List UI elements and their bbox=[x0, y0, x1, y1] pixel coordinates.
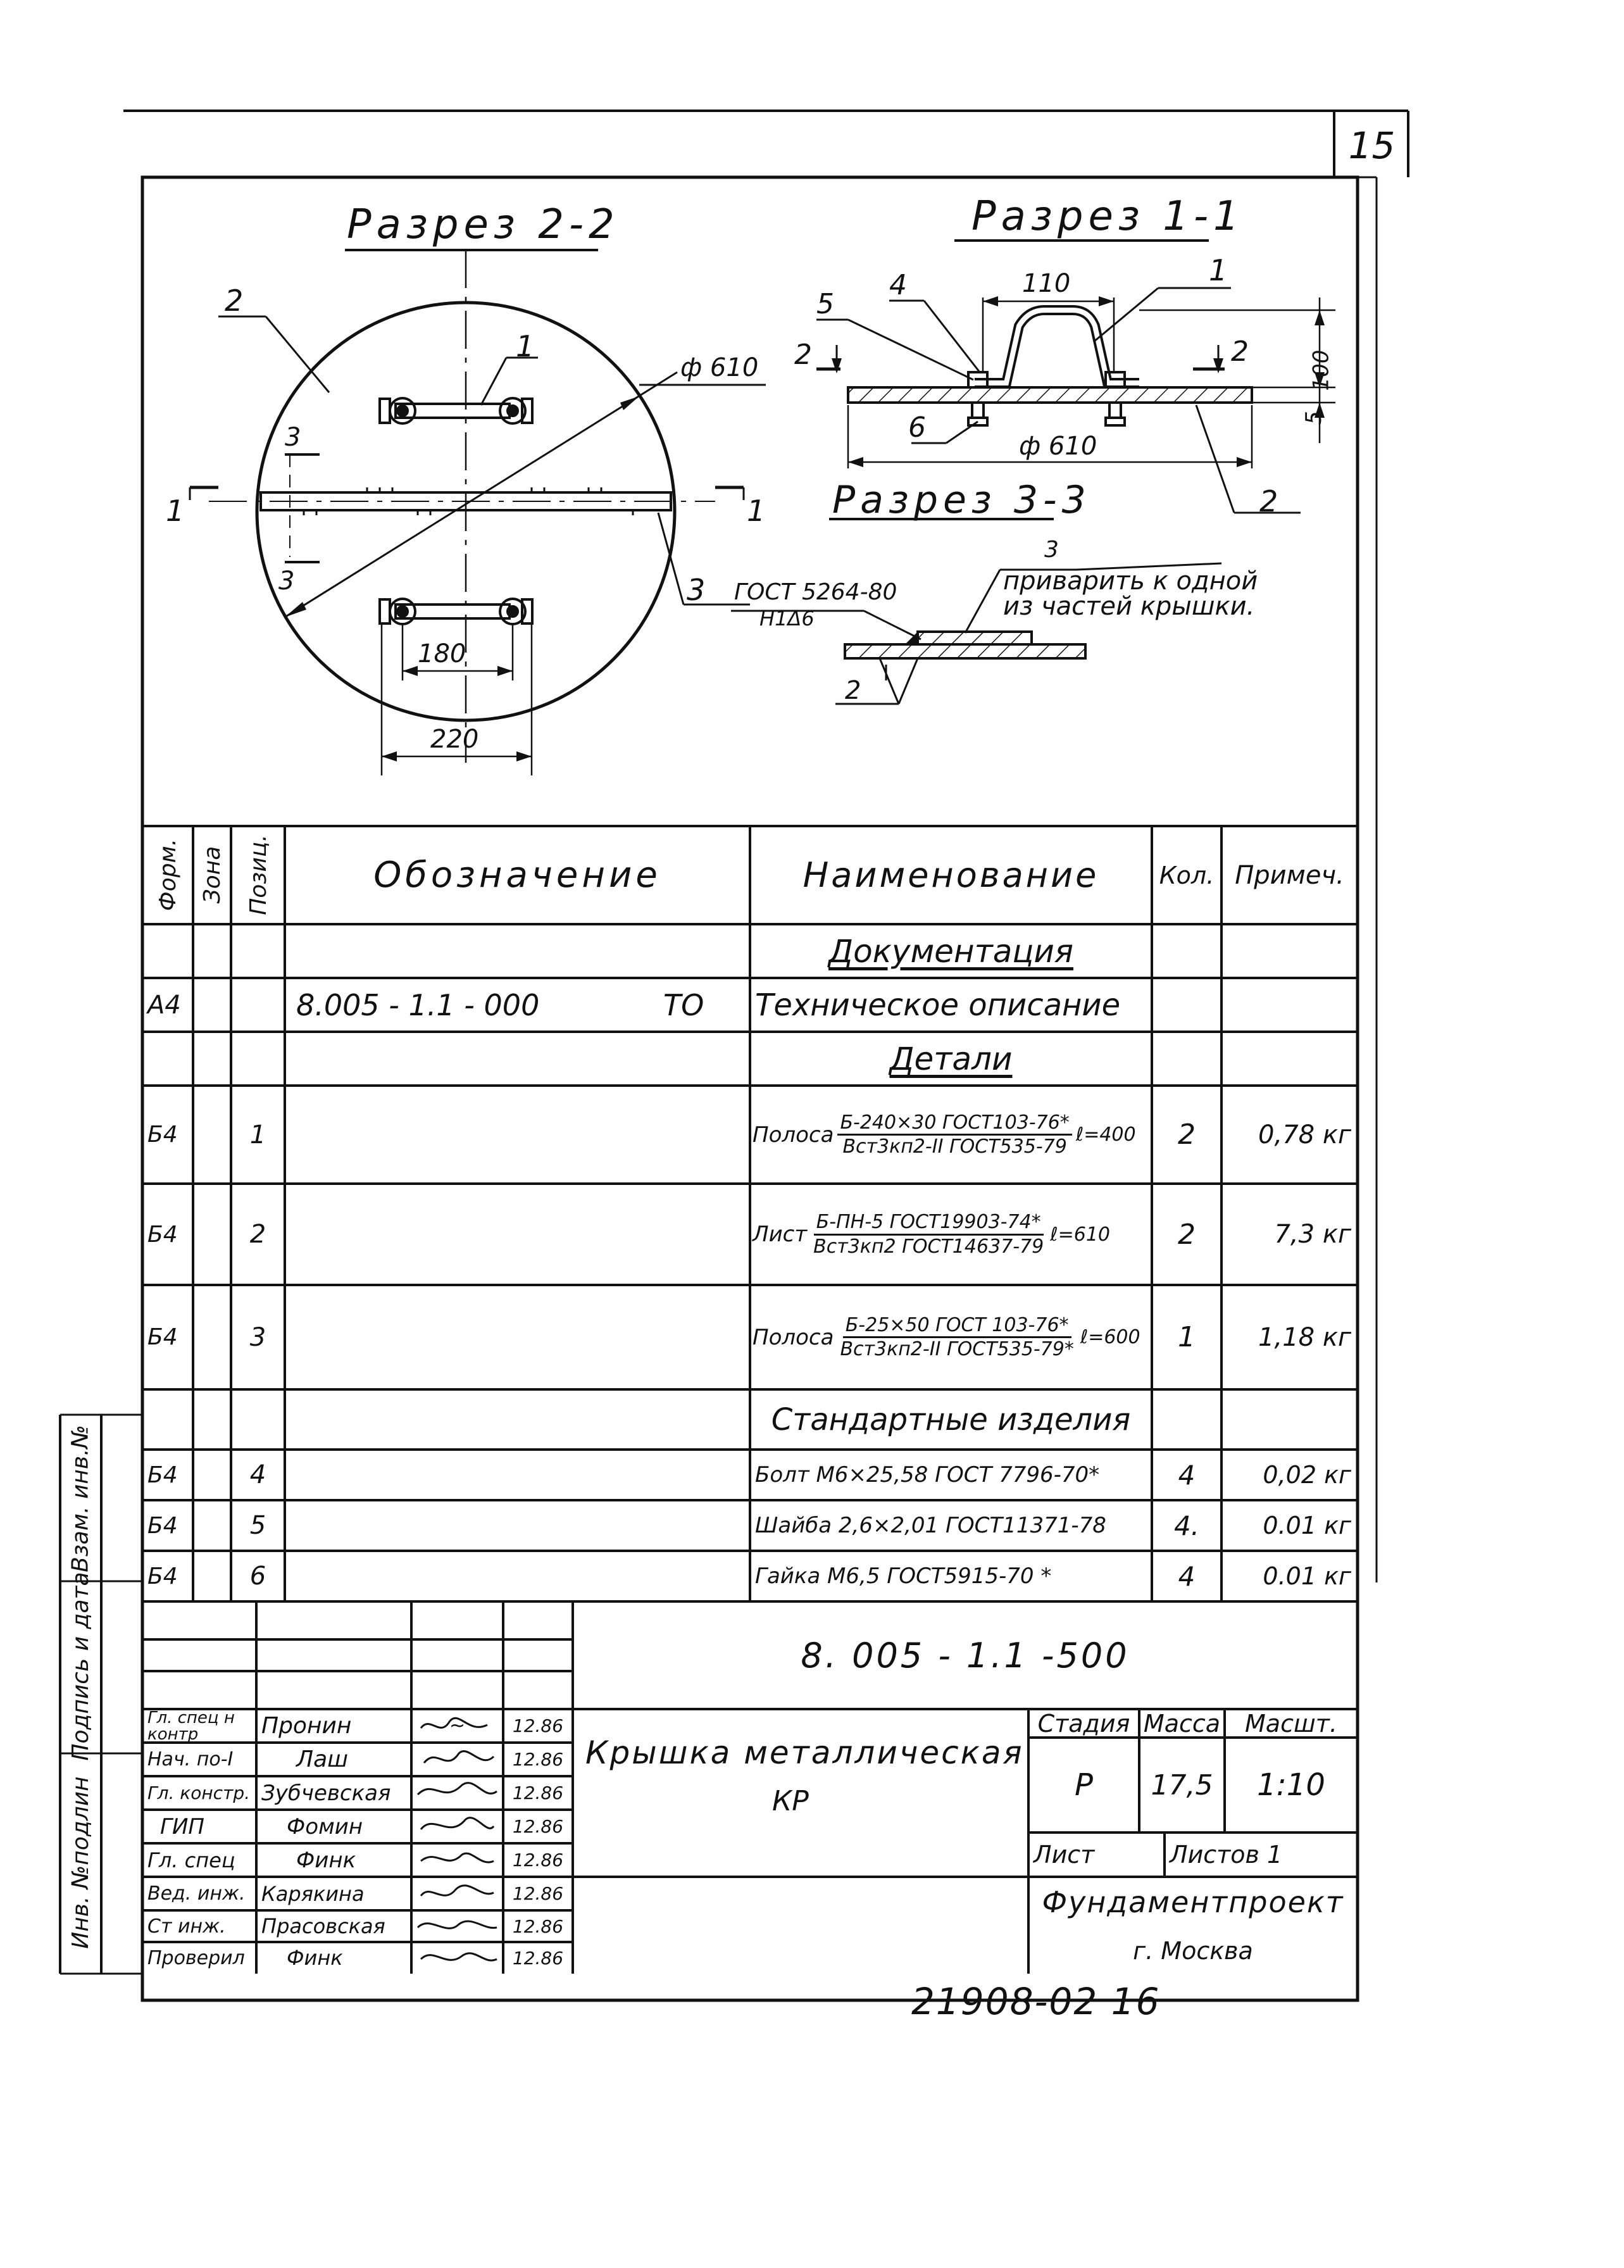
table-row-pos: 4 bbox=[249, 1460, 266, 1489]
signer-date: 12.86 bbox=[512, 1749, 564, 1770]
section-standard-items: Стандартные изделия bbox=[771, 1401, 1131, 1438]
signer-role: Нач. по-I bbox=[147, 1748, 234, 1770]
table-row-name: Техническое описание bbox=[755, 987, 1121, 1023]
doc-title-line1: Крышка металлическая bbox=[585, 1734, 1024, 1771]
name-suffix: ℓ=400 bbox=[1075, 1124, 1136, 1146]
signer-role: Гл. констр. bbox=[147, 1782, 251, 1803]
name-top: Б-25×50 ГОСТ 103-76* bbox=[843, 1315, 1071, 1339]
signature-scribbles bbox=[411, 1709, 503, 1974]
name-suffix: ℓ=600 bbox=[1080, 1326, 1140, 1348]
name-prefix: Лист bbox=[753, 1222, 808, 1247]
table-row-name bbox=[750, 1285, 1154, 1389]
callout-part-3: 3 bbox=[687, 573, 706, 607]
signer-date: 12.86 bbox=[512, 1782, 564, 1803]
label-part-2-detail: 2 bbox=[845, 676, 861, 705]
col-header-zone: Зона bbox=[199, 846, 225, 904]
table-row-name bbox=[750, 1184, 1154, 1285]
table-row-note: 0.01 кг bbox=[1263, 1562, 1351, 1590]
table-row-qty: 2 bbox=[1178, 1218, 1196, 1251]
footer-code: 21908-02 16 bbox=[911, 1980, 1161, 2023]
signer-name: Лаш bbox=[296, 1746, 349, 1772]
table-row-name: Болт М6×25,58 ГОСТ 7796-70* bbox=[755, 1462, 1100, 1488]
table-row-name: Шайба 2,6×2,01 ГОСТ11371-78 bbox=[755, 1513, 1106, 1538]
signer-role: Вед. инж. bbox=[147, 1883, 246, 1905]
signer-role: ГИП bbox=[160, 1814, 204, 1839]
sheets-label: Листов 1 bbox=[1170, 1841, 1283, 1869]
name-prefix: Полоса bbox=[753, 1324, 834, 1350]
table-row-pos: 1 bbox=[249, 1120, 266, 1150]
section-2-2-title: Разрез 2-2 bbox=[347, 201, 620, 248]
signer-name: Финк bbox=[296, 1847, 356, 1873]
table-row-pos: 2 bbox=[249, 1220, 266, 1249]
label-part-4: 4 bbox=[889, 269, 907, 301]
signer-role: Ст инж. bbox=[147, 1915, 226, 1938]
table-row-pos: 6 bbox=[249, 1562, 266, 1591]
name-top: Б-ПН-5 ГОСТ19903-74* bbox=[814, 1212, 1044, 1236]
name-bottom: Вст3кп2-II ГОСТ535-79 bbox=[842, 1136, 1067, 1158]
dim-5: 5 bbox=[1301, 411, 1327, 425]
dim-220: 220 bbox=[430, 725, 479, 754]
col-header-name: Наименование bbox=[803, 855, 1099, 895]
col-header-designation: Обозначение bbox=[373, 855, 661, 896]
label-part-6: 6 bbox=[908, 411, 926, 444]
side-stamp-inv-orig: Инв. №подлин bbox=[68, 1776, 94, 1949]
col-header-qty: Кол. bbox=[1159, 861, 1215, 889]
table-row-note: 0.01 кг bbox=[1263, 1512, 1351, 1539]
dim-110: 110 bbox=[1022, 269, 1071, 298]
table-row-format: Б4 bbox=[147, 1512, 178, 1539]
table-row-pos: 5 bbox=[249, 1511, 266, 1540]
table-row-note: 7,3 кг bbox=[1274, 1220, 1351, 1249]
weld-code: Н1Δ6 bbox=[759, 606, 815, 630]
table-row-code: ТО bbox=[663, 987, 704, 1022]
table-row-qty: 4 bbox=[1178, 1459, 1196, 1491]
table-row-qty: 4. bbox=[1173, 1510, 1200, 1541]
signer-name: Фомин bbox=[287, 1814, 363, 1839]
side-stamp-sign-date: Подпись и дата bbox=[68, 1572, 94, 1761]
weld-note-line2: из частей крышки. bbox=[1003, 592, 1255, 621]
table-row-qty: 1 bbox=[1178, 1321, 1196, 1353]
table-row-note: 0,02 кг bbox=[1263, 1461, 1351, 1489]
callout-part-1: 1 bbox=[516, 329, 535, 363]
section-3-3-title: Разрез 3-3 bbox=[832, 478, 1091, 522]
signature: ~ bbox=[449, 1715, 466, 1737]
side-stamp-inv-replace: Взам. инв.№ bbox=[67, 1425, 94, 1572]
signer-role: Гл. спец bbox=[147, 1848, 235, 1872]
cut-3-bottom: 3 bbox=[278, 567, 295, 596]
table-row-qty: 4 bbox=[1178, 1560, 1196, 1592]
signer-date: 12.86 bbox=[512, 1715, 564, 1736]
scale-label: Масшт. bbox=[1245, 1709, 1337, 1738]
signer-date: 12.86 bbox=[512, 1915, 564, 1937]
callout-part-2: 2 bbox=[225, 284, 244, 318]
col-header-format: Форм. bbox=[154, 838, 181, 912]
dim-100: 100 bbox=[1308, 349, 1334, 391]
label-part-5: 5 bbox=[816, 288, 834, 320]
col-header-pos: Позиц. bbox=[245, 834, 272, 915]
signer-date: 12.86 bbox=[512, 1947, 564, 1969]
signer-date: 12.86 bbox=[512, 1816, 564, 1837]
organization-city: г. Москва bbox=[1133, 1936, 1253, 1965]
signer-date: 12.86 bbox=[512, 1883, 564, 1904]
table-row-designation: 8.005 - 1.1 - 000 bbox=[296, 987, 540, 1022]
table-row-format: Б4 bbox=[147, 1462, 178, 1488]
section-1-1-title: Разрез 1-1 bbox=[971, 193, 1244, 240]
name-fraction bbox=[837, 1113, 1071, 1157]
weld-note-line1: приварить к одной bbox=[1003, 567, 1258, 596]
table-row-format: А4 bbox=[147, 990, 181, 1020]
sheet-label: Лист bbox=[1034, 1841, 1095, 1869]
label-part-2: 2 bbox=[1259, 484, 1278, 518]
name-prefix: Полоса bbox=[753, 1122, 834, 1148]
name-top: Б-240×30 ГОСТ103-76* bbox=[837, 1113, 1071, 1136]
signer-role: Проверил bbox=[147, 1946, 245, 1969]
table-row-format: Б4 bbox=[147, 1563, 178, 1589]
table-row-name bbox=[750, 1086, 1154, 1184]
cut-1-right: 1 bbox=[747, 494, 766, 528]
name-fraction bbox=[837, 1315, 1076, 1360]
doc-number: 8. 005 - 1.1 -500 bbox=[801, 1635, 1130, 1676]
table-row-pos: 3 bbox=[249, 1322, 266, 1352]
scale-value: 1:10 bbox=[1257, 1767, 1325, 1803]
weld-standard: ГОСТ 5264-80 bbox=[734, 579, 897, 605]
name-suffix: ℓ=610 bbox=[1050, 1223, 1110, 1246]
table-row-qty: 2 bbox=[1178, 1118, 1196, 1151]
cut-2-left: 2 bbox=[794, 339, 812, 371]
table-row-note: 0,78 кг bbox=[1258, 1120, 1351, 1150]
mass-label: Масса bbox=[1143, 1709, 1221, 1738]
label-part-1: 1 bbox=[1209, 253, 1228, 287]
callout-dia-610: ф 610 bbox=[680, 353, 759, 382]
signer-name: Финк bbox=[287, 1946, 343, 1970]
table-row-format: Б4 bbox=[147, 1324, 178, 1350]
organization-name: Фундаментпроект bbox=[1042, 1885, 1344, 1919]
signer-name: Карякина bbox=[261, 1881, 365, 1906]
signer-date: 12.86 bbox=[512, 1850, 564, 1870]
cut-1-left: 1 bbox=[166, 494, 185, 528]
section-parts: Детали bbox=[889, 1040, 1013, 1077]
table-row-note: 1,18 кг bbox=[1258, 1322, 1351, 1352]
stage-value: Р bbox=[1075, 1767, 1093, 1803]
section-documentation: Документация bbox=[828, 932, 1073, 970]
dim-dia-610-side: ф 610 bbox=[1019, 432, 1097, 461]
signer-name: Зубчевская bbox=[261, 1780, 391, 1806]
dim-180: 180 bbox=[418, 639, 466, 668]
signer-name: Прасовская bbox=[261, 1914, 385, 1938]
label-part-3-detail: 3 bbox=[1044, 537, 1059, 563]
stage-label: Стадия bbox=[1037, 1709, 1130, 1738]
name-fraction bbox=[811, 1212, 1046, 1256]
col-header-note: Примеч. bbox=[1235, 860, 1344, 890]
signer-role: Гл. спец н контр bbox=[147, 1708, 235, 1744]
page-number: 15 bbox=[1348, 124, 1396, 167]
mass-value: 17,5 bbox=[1151, 1769, 1213, 1801]
doc-title-line2: КР bbox=[772, 1785, 809, 1817]
table-row-format: Б4 bbox=[147, 1221, 178, 1248]
name-bottom: Вст3кп2 ГОСТ14637-79 bbox=[813, 1235, 1044, 1258]
cut-2-right: 2 bbox=[1231, 335, 1249, 368]
table-row-format: Б4 bbox=[147, 1122, 178, 1148]
table-row-name: Гайка М6,5 ГОСТ5915-70 * bbox=[755, 1563, 1052, 1589]
signer-name: Пронин bbox=[261, 1713, 352, 1739]
cut-3-top: 3 bbox=[285, 423, 301, 452]
name-bottom: Вст3кп2-II ГОСТ535-79* bbox=[840, 1338, 1074, 1360]
